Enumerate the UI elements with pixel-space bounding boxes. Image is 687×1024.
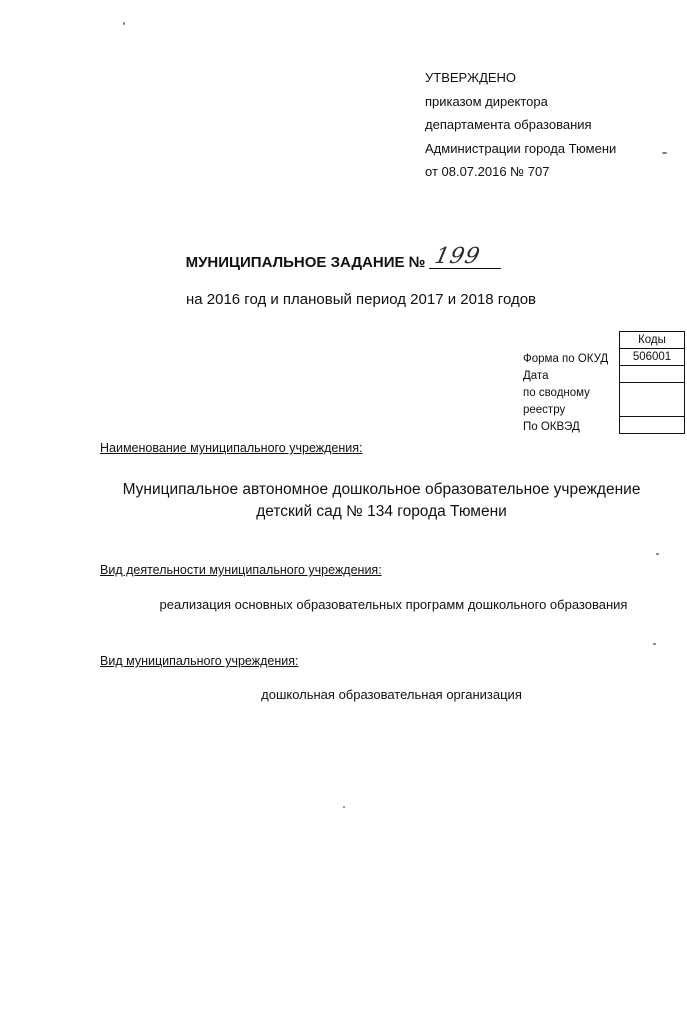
- codes-date-value: [620, 366, 685, 383]
- approval-line: УТВЕРЖДЕНО: [425, 70, 517, 85]
- codes-label-registry-cont: реестру: [523, 404, 566, 416]
- document-number: 199: [432, 244, 484, 269]
- scan-speck: [662, 152, 667, 154]
- activity-type-label: Вид деятельности муниципального учреждения:: [100, 563, 382, 577]
- institution-name-label: Наименование муниципального учреждения:: [100, 441, 363, 455]
- approval-line: Администрации города Тюмени: [425, 140, 617, 156]
- codes-registry-value: [620, 383, 685, 417]
- codes-labels: [523, 351, 608, 436]
- activity-type-value: реализация основных образовательных программ дошкольного образования: [159, 597, 628, 612]
- approval-line: департамента образования: [425, 117, 592, 132]
- institution-type-value: дошкольная образовательная организация: [261, 687, 522, 702]
- document-title: [0, 244, 687, 271]
- codes-okved-value: [620, 417, 685, 434]
- institution-name-value: [38, 479, 687, 523]
- institution-name-line: Муниципальное автономное дошкольное образовательное учреждение: [122, 481, 641, 498]
- approval-line: приказом директора: [425, 93, 548, 109]
- codes-header: Коды: [620, 332, 685, 349]
- approval-block: [425, 66, 616, 184]
- approval-line: от 08.07.2016 № 707: [425, 164, 550, 179]
- scan-speck: [123, 22, 125, 25]
- codes-label-date: Дата: [523, 370, 549, 382]
- codes-label-registry: по сводному: [523, 387, 590, 399]
- codes-okud-value: 506001: [620, 349, 685, 366]
- codes-table: [619, 331, 685, 434]
- scan-speck: [343, 806, 345, 808]
- scan-speck: [653, 643, 656, 645]
- codes-label-okud: Форма по ОКУД: [523, 353, 609, 365]
- document-period: на 2016 год и плановый период 2017 и 2018 годов: [185, 291, 537, 308]
- codes-label-okved: По ОКВЭД: [523, 421, 580, 433]
- institution-type-label: Вид муниципального учреждения:: [100, 654, 299, 668]
- document-number-field: [429, 244, 501, 269]
- institution-name-line: детский сад № 134 города Тюмени: [256, 503, 507, 520]
- scan-speck: [656, 553, 659, 555]
- document-title-label: МУНИЦИПАЛЬНОЕ ЗАДАНИЕ №: [185, 254, 426, 271]
